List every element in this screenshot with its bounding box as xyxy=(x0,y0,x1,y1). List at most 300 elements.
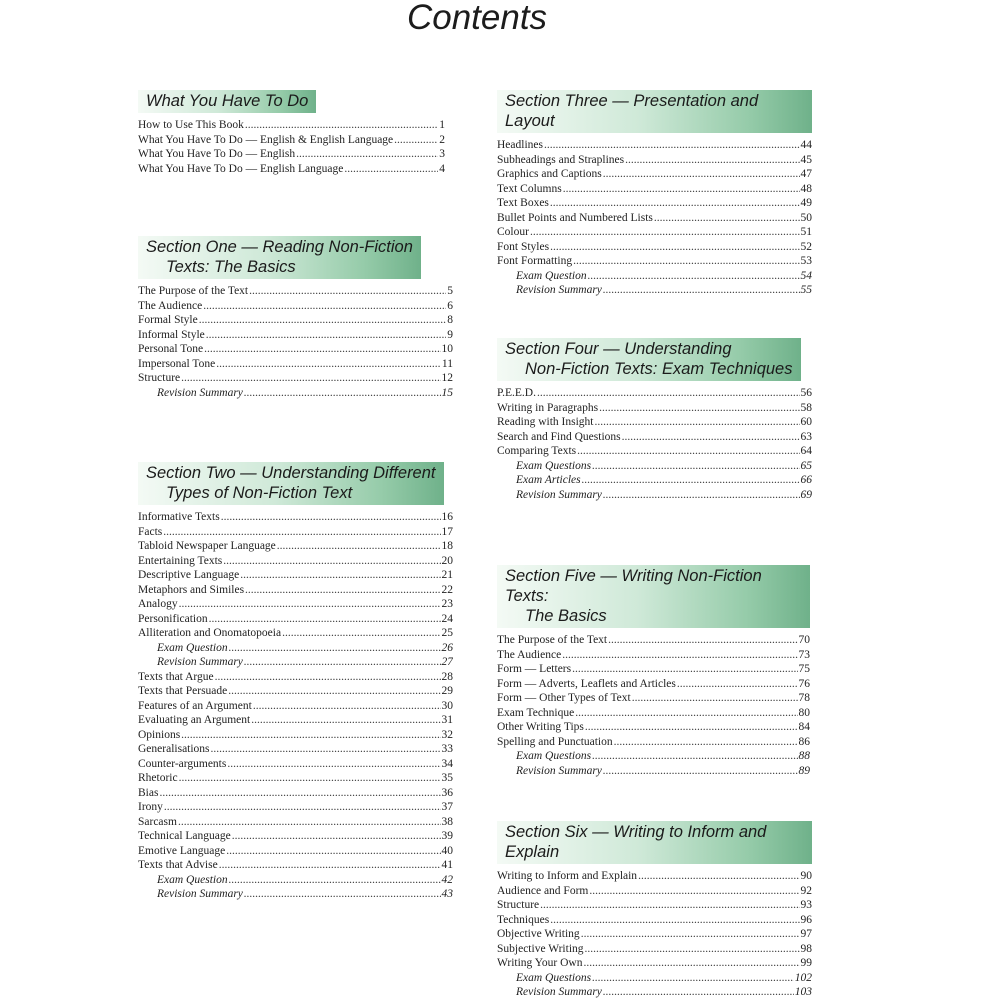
entry-title: Subjective Writing xyxy=(497,942,584,955)
contents-entry xyxy=(138,583,453,598)
contents-entry xyxy=(138,371,453,386)
page-number: 29 xyxy=(441,685,453,697)
page-number: 70 xyxy=(798,634,810,646)
dot-leader xyxy=(249,284,446,299)
contents-entry xyxy=(138,597,453,612)
entry-title: Comparing Texts xyxy=(497,445,577,457)
contents-entry xyxy=(138,118,445,133)
contents-subentry xyxy=(138,873,453,888)
entry-title: Texts that Advise xyxy=(138,859,218,871)
contents-entry xyxy=(497,720,810,735)
dot-leader xyxy=(245,583,440,598)
page-number: 8 xyxy=(447,314,453,326)
page-number: 99 xyxy=(800,957,812,969)
contents-entry xyxy=(497,633,810,648)
entry-title: Emotive Language xyxy=(138,844,226,857)
entry-title: Exam Question xyxy=(516,269,587,282)
page-number: 66 xyxy=(800,474,812,486)
entry-title: Structure xyxy=(497,899,540,911)
entry-title: The Purpose of the Text xyxy=(497,634,608,646)
entry-title: Sarcasm xyxy=(138,815,177,828)
dot-leader xyxy=(179,771,441,786)
section-heading-line: Texts: The Basics xyxy=(166,258,296,276)
entry-title: Font Formatting xyxy=(497,255,573,267)
entry-title: What You Have To Do — English Language xyxy=(138,162,344,175)
entry-title: Audience and Form xyxy=(497,884,589,897)
page-number: 15 xyxy=(441,386,453,399)
contents-entry xyxy=(497,153,812,168)
dot-leader xyxy=(244,887,441,902)
section-heading-line: Types of Non-Fiction Text xyxy=(166,484,353,502)
page-number: 58 xyxy=(800,401,812,414)
page-number: 35 xyxy=(441,772,453,784)
contents-entry xyxy=(138,299,453,314)
entry-title: Bias xyxy=(138,786,159,799)
contents-list xyxy=(497,633,810,778)
page-number: 3 xyxy=(439,148,445,160)
dot-leader xyxy=(203,299,446,314)
entry-title: Generalisations xyxy=(138,743,210,755)
entry-title: Writing to Inform and Explain xyxy=(497,870,638,882)
dot-leader xyxy=(594,415,799,430)
contents-entry xyxy=(497,167,812,182)
contents-entry xyxy=(138,539,453,554)
entry-title: Facts xyxy=(138,525,163,538)
section-heading-line: The Basics xyxy=(525,607,607,625)
entry-title: Exam Technique xyxy=(497,706,575,719)
contents-entry xyxy=(497,706,810,721)
entry-title: Alliteration and Onomatopoeia xyxy=(138,627,282,639)
entry-title: Exam Articles xyxy=(516,474,581,486)
page-number: 51 xyxy=(800,226,812,238)
contents-subentry xyxy=(497,971,812,986)
contents-subentry xyxy=(138,386,453,401)
contents-entry xyxy=(138,554,453,569)
entry-title: Objective Writing xyxy=(497,928,580,940)
dot-leader xyxy=(209,612,441,627)
dot-leader xyxy=(603,985,794,1000)
page-number: 33 xyxy=(441,743,453,755)
dot-leader xyxy=(550,240,799,255)
section-heading-line: What You Have To Do xyxy=(146,92,309,110)
section-heading xyxy=(497,565,810,628)
page-number: 88 xyxy=(798,750,810,762)
section-heading xyxy=(138,462,444,505)
dot-leader xyxy=(221,510,441,525)
entry-title: Personal Tone xyxy=(138,343,204,355)
dot-leader xyxy=(282,626,440,641)
entry-title: Informative Texts xyxy=(138,511,220,523)
entry-title: Texts that Persuade xyxy=(138,685,228,697)
entry-title: Reading with Insight xyxy=(497,416,594,428)
dot-leader xyxy=(537,386,800,401)
dot-leader xyxy=(585,720,798,735)
dot-leader xyxy=(583,956,799,971)
contents-entry xyxy=(497,869,812,884)
contents-entry xyxy=(138,684,453,699)
contents-entry xyxy=(497,942,812,957)
page-number: 12 xyxy=(441,372,453,384)
contents-entry xyxy=(497,225,812,240)
dot-leader xyxy=(577,444,799,459)
dot-leader xyxy=(277,539,441,554)
page-number: 42 xyxy=(441,873,453,886)
page-number: 24 xyxy=(441,612,453,625)
entry-title: P.E.E.D. xyxy=(497,387,536,399)
entry-title: Personification xyxy=(138,612,208,625)
page-number: 23 xyxy=(441,598,453,610)
dot-leader xyxy=(550,913,799,928)
dot-leader xyxy=(608,633,797,648)
page-number: 64 xyxy=(800,445,812,457)
page-number: 31 xyxy=(441,714,453,726)
entry-title: Counter-arguments xyxy=(138,757,227,770)
contents-entry xyxy=(138,699,453,714)
section-heading xyxy=(497,821,812,864)
contents-entry xyxy=(497,444,812,459)
contents-entry xyxy=(497,240,812,255)
dot-leader xyxy=(232,829,441,844)
contents-entry xyxy=(138,742,453,757)
contents-entry xyxy=(138,815,453,830)
contents-subentry xyxy=(138,641,453,656)
contents-entry xyxy=(497,196,812,211)
page-number: 5 xyxy=(447,285,453,297)
page-number: 73 xyxy=(798,648,810,661)
section-heading-line: Section Two — Understanding Different xyxy=(146,464,436,482)
entry-title: Descriptive Language xyxy=(138,569,240,581)
dot-leader xyxy=(589,884,799,899)
page-number: 6 xyxy=(447,299,453,312)
contents-entry xyxy=(497,677,810,692)
contents-subentry xyxy=(497,269,812,284)
dot-leader xyxy=(563,182,800,197)
dot-leader xyxy=(625,153,799,168)
dot-leader xyxy=(530,225,800,240)
page-number: 50 xyxy=(800,211,812,224)
dot-leader xyxy=(562,648,797,663)
page-number: 32 xyxy=(441,728,453,741)
dot-leader xyxy=(229,873,441,888)
contents-subentry xyxy=(497,985,812,1000)
entry-title: Metaphors and Similes xyxy=(138,583,245,596)
contents-entry xyxy=(497,691,810,706)
page-number: 41 xyxy=(441,859,453,871)
entry-title: Exam Questions xyxy=(516,750,592,762)
contents-entry xyxy=(138,525,453,540)
dot-leader xyxy=(216,357,441,372)
entry-title: Revision Summary xyxy=(516,986,602,998)
contents-list xyxy=(497,386,812,502)
dot-leader xyxy=(550,196,800,211)
entry-title: Impersonal Tone xyxy=(138,357,216,370)
entry-title: Graphics and Captions xyxy=(497,168,602,180)
dot-leader xyxy=(159,786,440,801)
page-number: 17 xyxy=(441,525,453,538)
section-heading xyxy=(138,90,316,113)
dot-leader xyxy=(677,677,798,692)
entry-title: Writing Your Own xyxy=(497,957,583,969)
contents-entry xyxy=(497,913,812,928)
contents-entry xyxy=(497,182,812,197)
dot-leader xyxy=(229,641,441,656)
section-three xyxy=(497,90,812,298)
page-number: 97 xyxy=(800,928,812,940)
contents-entry xyxy=(138,313,453,328)
contents-entry xyxy=(497,415,812,430)
contents-entry xyxy=(138,829,453,844)
dot-leader xyxy=(632,691,798,706)
entry-title: Bullet Points and Numbered Lists xyxy=(497,211,653,224)
page-number: 60 xyxy=(800,416,812,428)
entry-title: Subheadings and Straplines xyxy=(497,153,625,166)
section-heading-line: Section Four — Understanding xyxy=(505,340,732,358)
page-number: 53 xyxy=(800,255,812,267)
section-six xyxy=(497,821,812,1000)
dot-leader xyxy=(223,554,440,569)
entry-title: Formal Style xyxy=(138,314,198,326)
entry-title: Search and Find Questions xyxy=(497,430,621,443)
contents-entry xyxy=(138,162,445,177)
dot-leader xyxy=(654,211,800,226)
entry-title: Evaluating an Argument xyxy=(138,714,251,726)
dot-leader xyxy=(614,735,798,750)
page-number: 75 xyxy=(798,663,810,675)
contents-entry xyxy=(138,510,453,525)
page-number: 55 xyxy=(800,284,812,296)
dot-leader xyxy=(344,162,438,177)
entry-title: Exam Questions xyxy=(516,971,592,984)
entry-title: Revision Summary xyxy=(516,764,602,777)
page-number: 39 xyxy=(441,830,453,842)
contents-entry xyxy=(138,612,453,627)
section-heading-line: Non-Fiction Texts: Exam Techniques xyxy=(525,360,793,378)
page-number: 98 xyxy=(800,942,812,955)
entry-title: What You Have To Do — English & English Language xyxy=(138,133,394,146)
contents-subentry xyxy=(497,764,810,779)
contents-list xyxy=(497,138,812,298)
page-number: 10 xyxy=(441,343,453,355)
contents-subentry xyxy=(138,887,453,902)
contents-entry xyxy=(497,884,812,899)
section-heading xyxy=(138,236,421,279)
dot-leader xyxy=(572,662,797,677)
section-heading-line: Section One — Reading Non-Fiction xyxy=(146,238,413,256)
dot-leader xyxy=(603,283,800,298)
entry-title: The Audience xyxy=(138,299,203,312)
dot-leader xyxy=(585,942,800,957)
page-number: 16 xyxy=(441,511,453,523)
page-number: 96 xyxy=(800,913,812,926)
contents-entry xyxy=(138,284,453,299)
page-number: 26 xyxy=(441,641,453,654)
contents-entry xyxy=(497,648,810,663)
dot-leader xyxy=(582,473,800,488)
contents-subentry xyxy=(497,473,812,488)
page-number: 92 xyxy=(800,884,812,897)
contents-entry xyxy=(138,844,453,859)
contents-entry xyxy=(138,728,453,743)
entry-title: Colour xyxy=(497,226,529,238)
page-title: Contents xyxy=(406,0,548,37)
contents-entry xyxy=(138,757,453,772)
entry-title: Analogy xyxy=(138,598,178,610)
dot-leader xyxy=(296,147,438,162)
page-number: 89 xyxy=(798,764,810,777)
entry-title: What You Have To Do — English xyxy=(138,148,296,160)
dot-leader xyxy=(244,386,441,401)
dot-leader xyxy=(163,525,440,540)
entry-title: Other Writing Tips xyxy=(497,721,584,733)
dot-leader xyxy=(592,749,797,764)
section-heading xyxy=(497,90,812,133)
section-two xyxy=(138,462,453,902)
dot-leader xyxy=(219,858,441,873)
page-number: 9 xyxy=(447,328,453,341)
contents-entry xyxy=(138,626,453,641)
dot-leader xyxy=(215,670,441,685)
page-number: 63 xyxy=(800,430,812,443)
dot-leader xyxy=(603,764,798,779)
page-number: 45 xyxy=(800,153,812,166)
entry-title: Texts that Argue xyxy=(138,670,214,683)
contents-entry xyxy=(497,735,810,750)
entry-title: Revision Summary xyxy=(157,656,243,668)
entry-title: Informal Style xyxy=(138,328,205,341)
section-what-you-have-to-do xyxy=(138,90,445,176)
dot-leader xyxy=(244,655,441,670)
dot-leader xyxy=(622,430,800,445)
page-number: 48 xyxy=(800,182,812,195)
contents-entry xyxy=(138,800,453,815)
contents-entry xyxy=(138,342,453,357)
section-one xyxy=(138,236,453,400)
page-number: 30 xyxy=(441,699,453,712)
entry-title: Font Styles xyxy=(497,240,550,253)
dot-leader xyxy=(204,342,440,357)
entry-title: Exam Question xyxy=(157,641,228,654)
entry-title: Features of an Argument xyxy=(138,699,252,712)
page-number: 49 xyxy=(800,197,812,209)
dot-leader xyxy=(211,742,441,757)
entry-title: Structure xyxy=(138,372,181,384)
page-number: 20 xyxy=(441,554,453,567)
contents-entry xyxy=(138,147,445,162)
page-number: 38 xyxy=(441,815,453,828)
contents-list xyxy=(497,869,812,1000)
contents-entry xyxy=(138,713,453,728)
page-number: 78 xyxy=(798,692,810,704)
entry-title: Spelling and Punctuation xyxy=(497,735,613,748)
page-number: 102 xyxy=(794,971,812,984)
page-number: 28 xyxy=(441,670,453,683)
dot-leader xyxy=(394,133,438,148)
entry-title: Revision Summary xyxy=(516,488,602,501)
contents-entry xyxy=(138,670,453,685)
page-number: 52 xyxy=(800,240,812,253)
contents-entry xyxy=(497,254,812,269)
contents-list xyxy=(138,510,453,902)
section-heading-line: Section Three — Presentation and Layout xyxy=(505,92,759,130)
contents-entry xyxy=(138,568,453,583)
page-number: 11 xyxy=(441,357,453,370)
entry-title: Headlines xyxy=(497,139,543,151)
dot-leader xyxy=(588,269,800,284)
entry-title: Entertaining Texts xyxy=(138,554,223,567)
page-number: 34 xyxy=(441,757,453,770)
dot-leader xyxy=(638,869,799,884)
dot-leader xyxy=(603,488,800,503)
dot-leader xyxy=(599,401,799,416)
dot-leader xyxy=(226,844,440,859)
section-heading xyxy=(497,338,801,381)
page-number: 90 xyxy=(800,870,812,882)
entry-title: Exam Question xyxy=(157,873,228,886)
dot-leader xyxy=(178,815,441,830)
contents-entry xyxy=(138,328,453,343)
page-number: 86 xyxy=(798,735,810,748)
page-number: 1 xyxy=(439,119,445,131)
entry-title: Form — Other Types of Text xyxy=(497,692,631,704)
entry-title: Revision Summary xyxy=(516,284,602,296)
dot-leader xyxy=(240,568,440,583)
section-four xyxy=(497,338,812,502)
page-number: 103 xyxy=(794,986,812,998)
contents-subentry xyxy=(138,655,453,670)
dot-leader xyxy=(228,684,440,699)
dot-leader xyxy=(164,800,441,815)
entry-title: The Purpose of the Text xyxy=(138,285,249,297)
dot-leader xyxy=(573,254,799,269)
page-number: 40 xyxy=(441,844,453,857)
page-number: 37 xyxy=(441,801,453,813)
page-number: 93 xyxy=(800,899,812,911)
entry-title: Tabloid Newspaper Language xyxy=(138,540,276,552)
dot-leader xyxy=(181,728,440,743)
contents-subentry xyxy=(497,459,812,474)
dot-leader xyxy=(544,138,800,153)
contents-entry xyxy=(138,357,453,372)
contents-entry xyxy=(138,771,453,786)
page-number: 22 xyxy=(441,583,453,596)
dot-leader xyxy=(592,459,799,474)
dot-leader xyxy=(199,313,447,328)
contents-entry xyxy=(497,927,812,942)
contents-entry xyxy=(497,211,812,226)
contents-entry xyxy=(497,898,812,913)
section-heading-line: Section Six — Writing to Inform and Explain xyxy=(505,823,767,861)
page-number: 36 xyxy=(441,786,453,799)
entry-title: Rhetoric xyxy=(138,772,178,784)
page-number: 21 xyxy=(441,569,453,581)
page-number: 54 xyxy=(800,269,812,282)
entry-title: Form — Letters xyxy=(497,663,572,675)
page-number: 65 xyxy=(800,459,812,472)
entry-title: Opinions xyxy=(138,728,181,741)
dot-leader xyxy=(179,597,441,612)
page-number: 44 xyxy=(800,139,812,151)
page-number: 69 xyxy=(800,488,812,501)
page-number: 4 xyxy=(439,162,445,175)
contents-list xyxy=(138,284,453,400)
section-five xyxy=(497,565,810,778)
dot-leader xyxy=(253,699,441,714)
page-number: 43 xyxy=(441,888,453,900)
contents-entry xyxy=(497,430,812,445)
page-number: 27 xyxy=(441,656,453,668)
page-number: 47 xyxy=(800,168,812,180)
contents-entry xyxy=(497,386,812,401)
